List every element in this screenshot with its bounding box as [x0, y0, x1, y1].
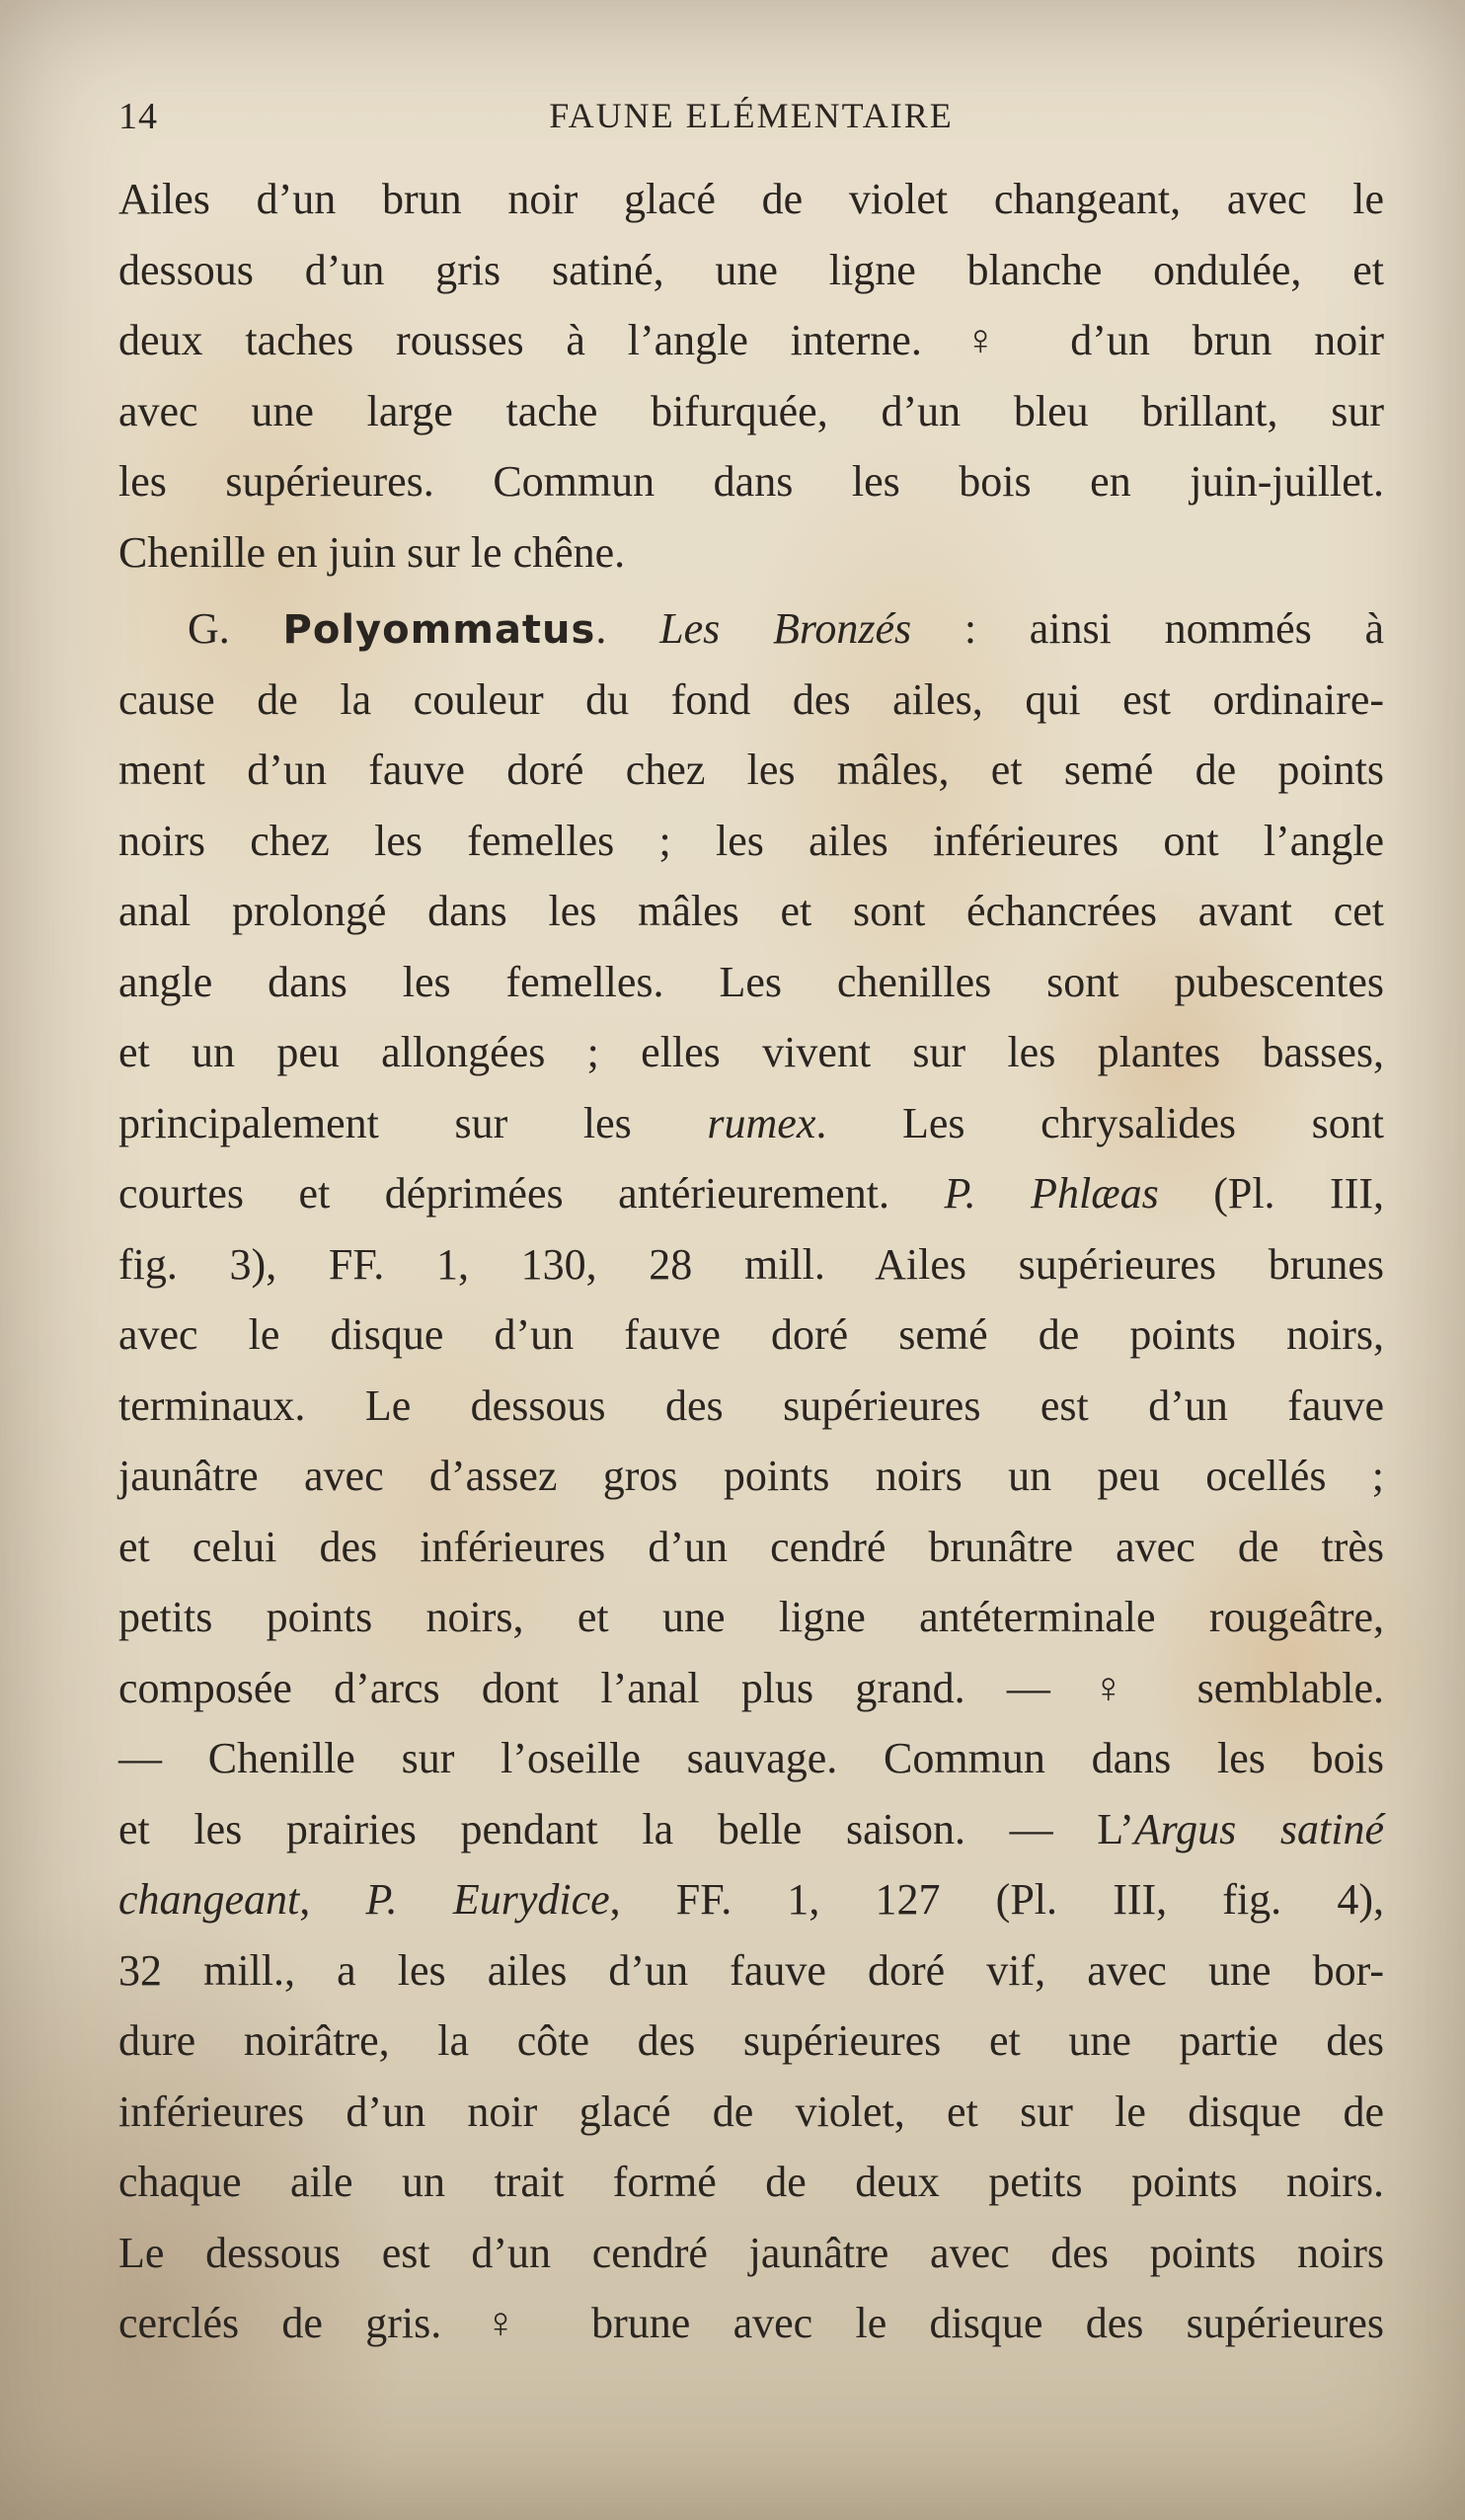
page-header — [118, 95, 1384, 146]
text-fragment: courtes et déprimées antérieurement. — [118, 1169, 945, 1218]
text-line: terminaux. Le dessous des supérieures est d’un fauve — [118, 1380, 1384, 1430]
text-fragment: : ainsi nommés à — [911, 604, 1385, 653]
text-line: composée d’arcs dont l’anal plus grand. — ♀ semblable. — [118, 1663, 1384, 1712]
text-line: petits points noirs, et une ligne antéterminale rougeâtre, — [118, 1593, 1384, 1641]
text-fragment: et les prairies pendant la belle saison. — L’ — [118, 1804, 1134, 1853]
running-head: FAUNE ELÉMENTAIRE — [549, 96, 954, 135]
text-line: et celui des inférieures d’un cendré brunâtre avec de très — [118, 1522, 1384, 1571]
text-fragment: . — [595, 604, 660, 653]
text-line: et un peu allongées ; elles vivent sur les plantes basses, — [118, 1028, 1384, 1076]
text-line: Ailes d’un brun noir glacé de violet changeant, avec le — [118, 175, 1384, 223]
text-fragment: principalement sur les — [118, 1098, 708, 1147]
text-line: deux taches rousses à l’angle interne. ♀ d’un brun noir — [118, 316, 1384, 364]
text-line: ment d’un fauve doré chez les mâles, et semé de points — [118, 746, 1384, 794]
text-fragment: , FF. 1, 127 (Pl. III, fig. 4), — [609, 1875, 1384, 1924]
page-number: 14 — [118, 96, 158, 137]
text-line — [118, 1794, 1384, 1865]
species-name: P. Phlæas — [944, 1169, 1159, 1218]
body-text — [118, 164, 1384, 2359]
common-name: changeant — [118, 1875, 300, 1924]
text-line — [118, 1864, 1384, 1935]
text-line: anal prolongé dans les mâles et sont échancrées avant cet — [118, 887, 1384, 935]
text-fragment: . Les chrysalides sont — [815, 1098, 1385, 1147]
text-line: avec le disque d’un fauve doré semé de points noirs, — [118, 1310, 1384, 1359]
genus-name: Polyommatus — [282, 607, 596, 653]
text-fragment: , — [299, 1875, 366, 1924]
text-line: dure noirâtre, la côte des supérieures et une partie des — [118, 2016, 1384, 2065]
text-fragment: G. — [188, 604, 283, 653]
text-line: fig. 3), FF. 1, 130, 28 mill. Ailes supérieures brunes — [118, 1239, 1384, 1289]
text-line: avec une large tache bifurquée, d’un bleu brillant, sur — [118, 386, 1384, 435]
text-line: les supérieures. Commun dans les bois en juin-juillet. — [118, 457, 1384, 506]
common-name: Argus satiné — [1133, 1804, 1385, 1853]
italic-term: rumex — [707, 1098, 816, 1147]
text-line: dessous d’un gris satiné, une ligne blanche ondulée, et — [118, 245, 1384, 294]
text-line: chaque aile un trait formé de deux petits points noirs. — [118, 2158, 1384, 2206]
text-line: jaunâtre avec d’assez gros points noirs un peu ocellés ; — [118, 1452, 1384, 1500]
text-line: angle dans les femelles. Les chenilles sont pubescentes — [118, 957, 1384, 1006]
text-line: cerclés de gris. ♀ brune avec le disque des supérieures — [118, 2299, 1384, 2347]
species-name: P. Eurydice — [365, 1875, 610, 1924]
text-line: Le dessous est d’un cendré jaunâtre avec des points noirs — [118, 2228, 1384, 2277]
text-line: inférieures d’un noir glacé de violet, et sur le disque de — [118, 2087, 1384, 2136]
text-line — [118, 1158, 1384, 1229]
text-line: Chenille en juin sur le chêne. — [118, 527, 626, 577]
text-fragment: (Pl. III, — [1158, 1169, 1385, 1218]
text-line: cause de la couleur du fond des ailes, qui est ordinaire- — [118, 674, 1384, 724]
text-line: 32 mill., a les ailes d’un fauve doré vif, avec une bor- — [118, 1945, 1384, 1995]
common-name: Les Bronzés — [659, 604, 912, 653]
paragraph-start-line — [118, 593, 1384, 665]
text-line — [118, 1088, 1384, 1159]
text-line: noirs chez les femelles ; les ailes inférieures ont l’angle — [118, 816, 1384, 865]
text-line: — Chenille sur l’oseille sauvage. Commun dans les bois — [118, 1734, 1384, 1782]
